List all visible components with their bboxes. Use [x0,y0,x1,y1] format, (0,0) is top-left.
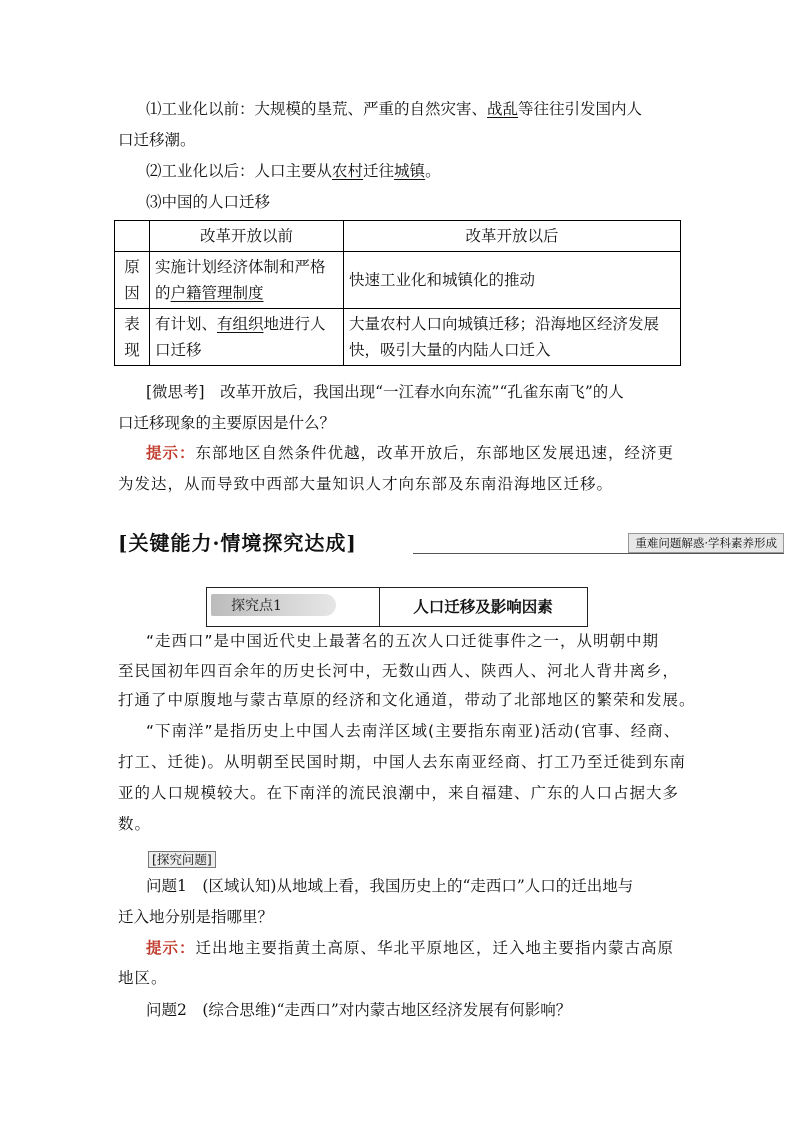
underlined-keyword: 农村 [332,162,364,180]
manifestation-after-cell: 大量农村人口向城镇迁移；沿海地区经济发展 快，吸引大量的内陆人口迁入 [344,309,681,366]
answer-1-cont: 地区。 [118,969,168,987]
inquiry-box-label: [探究问题] [148,851,216,868]
section-divider [413,553,784,554]
row-label-cause: 原 因 [115,252,150,309]
table-row [115,252,681,309]
header-before-reform: 改革开放以前 [150,221,344,252]
story-line: “走西口”是中国近代史上最著名的五次人口迁徙事件之一，从明朝中期 [146,632,660,650]
cause-before-cell: 实施计划经济体制和严格 的户籍管理制度 [150,252,344,309]
header-after-reform: 改革开放以后 [344,221,681,252]
hint-label: 提示： [146,444,196,462]
underlined-keyword: 城镇 [394,162,426,180]
story-line: 至民国初年四百余年的历史长河中，无数山西人、陕西人、河北人背井离乡， [118,662,680,680]
reform-comparison-table [114,220,681,366]
question-2: 问题2 (综合思维)“走西口”对内蒙古地区经济发展有何影响？ [146,1001,572,1019]
underlined-keyword: 有组织 [217,315,264,333]
china-migration-heading: ⑶中国的人口迁移 [146,193,271,211]
paragraph-continuation: 口迁移潮。 [118,131,196,149]
cause-after-cell: 快速工业化和城镇化的推动 [344,252,681,309]
story-line: 打通了中原腹地与蒙古草原的经济和文化通道，带动了北部地区的繁荣和发展。 [118,691,696,709]
manifestation-before-cell: 有计划、有组织地进行人 口迁移 [150,309,344,366]
table-header-row [115,221,681,252]
probe-tag: 探究点1 [211,594,336,616]
story-line: 打工、迁徙)。从明朝至民国时期，中国人去东南亚经商、打工乃至迁徙到东南 [118,753,687,771]
section-title: [关键能力·情境探究达成] [118,531,357,555]
micro-think-question-cont: 口迁移现象的主要原因是什么？ [118,414,336,432]
probe-point-box [206,587,588,627]
story-line: “下南洋”是指历史上中国人去南洋区域(主要指东南亚)活动(官事、经商、 [146,722,681,740]
micro-think-hint-cont: 为发达，从而导致中西部大量知识人才向东部及东南沿海地区迁移。 [118,475,614,493]
paragraph-before-industrialization: ⑴工业化以前：大规模的垦荒、严重的自然灾害、战乱等往往引发国内人 [146,100,643,118]
story-line: 数。 [118,815,152,833]
question-1-cont: 迁入地分别是指哪里？ [118,908,274,926]
hint-label: 提示： [146,939,196,957]
underlined-keyword: 战乱 [487,100,519,118]
question-1: 问题1 (区域认知)从地域上看，我国历史上的“走西口”人口的迁出地与 [146,877,634,895]
row-label-manifestation: 表 现 [115,309,150,366]
probe-title: 人口迁移及影响因素 [413,597,553,616]
micro-think-hint: 提示：东部地区自然条件优越，改革开放后，东部地区发展迅速，经济更 [146,444,675,462]
section-header [118,527,784,553]
section-badge: 重难问题解惑·学科素养形成 [628,533,784,553]
micro-think-question: [微思考] 改革开放后，我国出现“一江春水向东流”“孔雀东南飞”的人 [146,383,624,401]
table-row [115,309,681,366]
underlined-keyword: 户籍管理制度 [170,284,264,302]
answer-1: 提示：迁出地主要指黄土高原、华北平原地区，迁入地主要指内蒙古高原 [146,939,675,957]
paragraph-after-industrialization: ⑵工业化以后：人口主要从农村迁往城镇。 [146,162,441,180]
story-line: 亚的人口规模较大。在下南洋的流民浪潮中，来自福建、广东的人口占据大多 [118,784,680,802]
